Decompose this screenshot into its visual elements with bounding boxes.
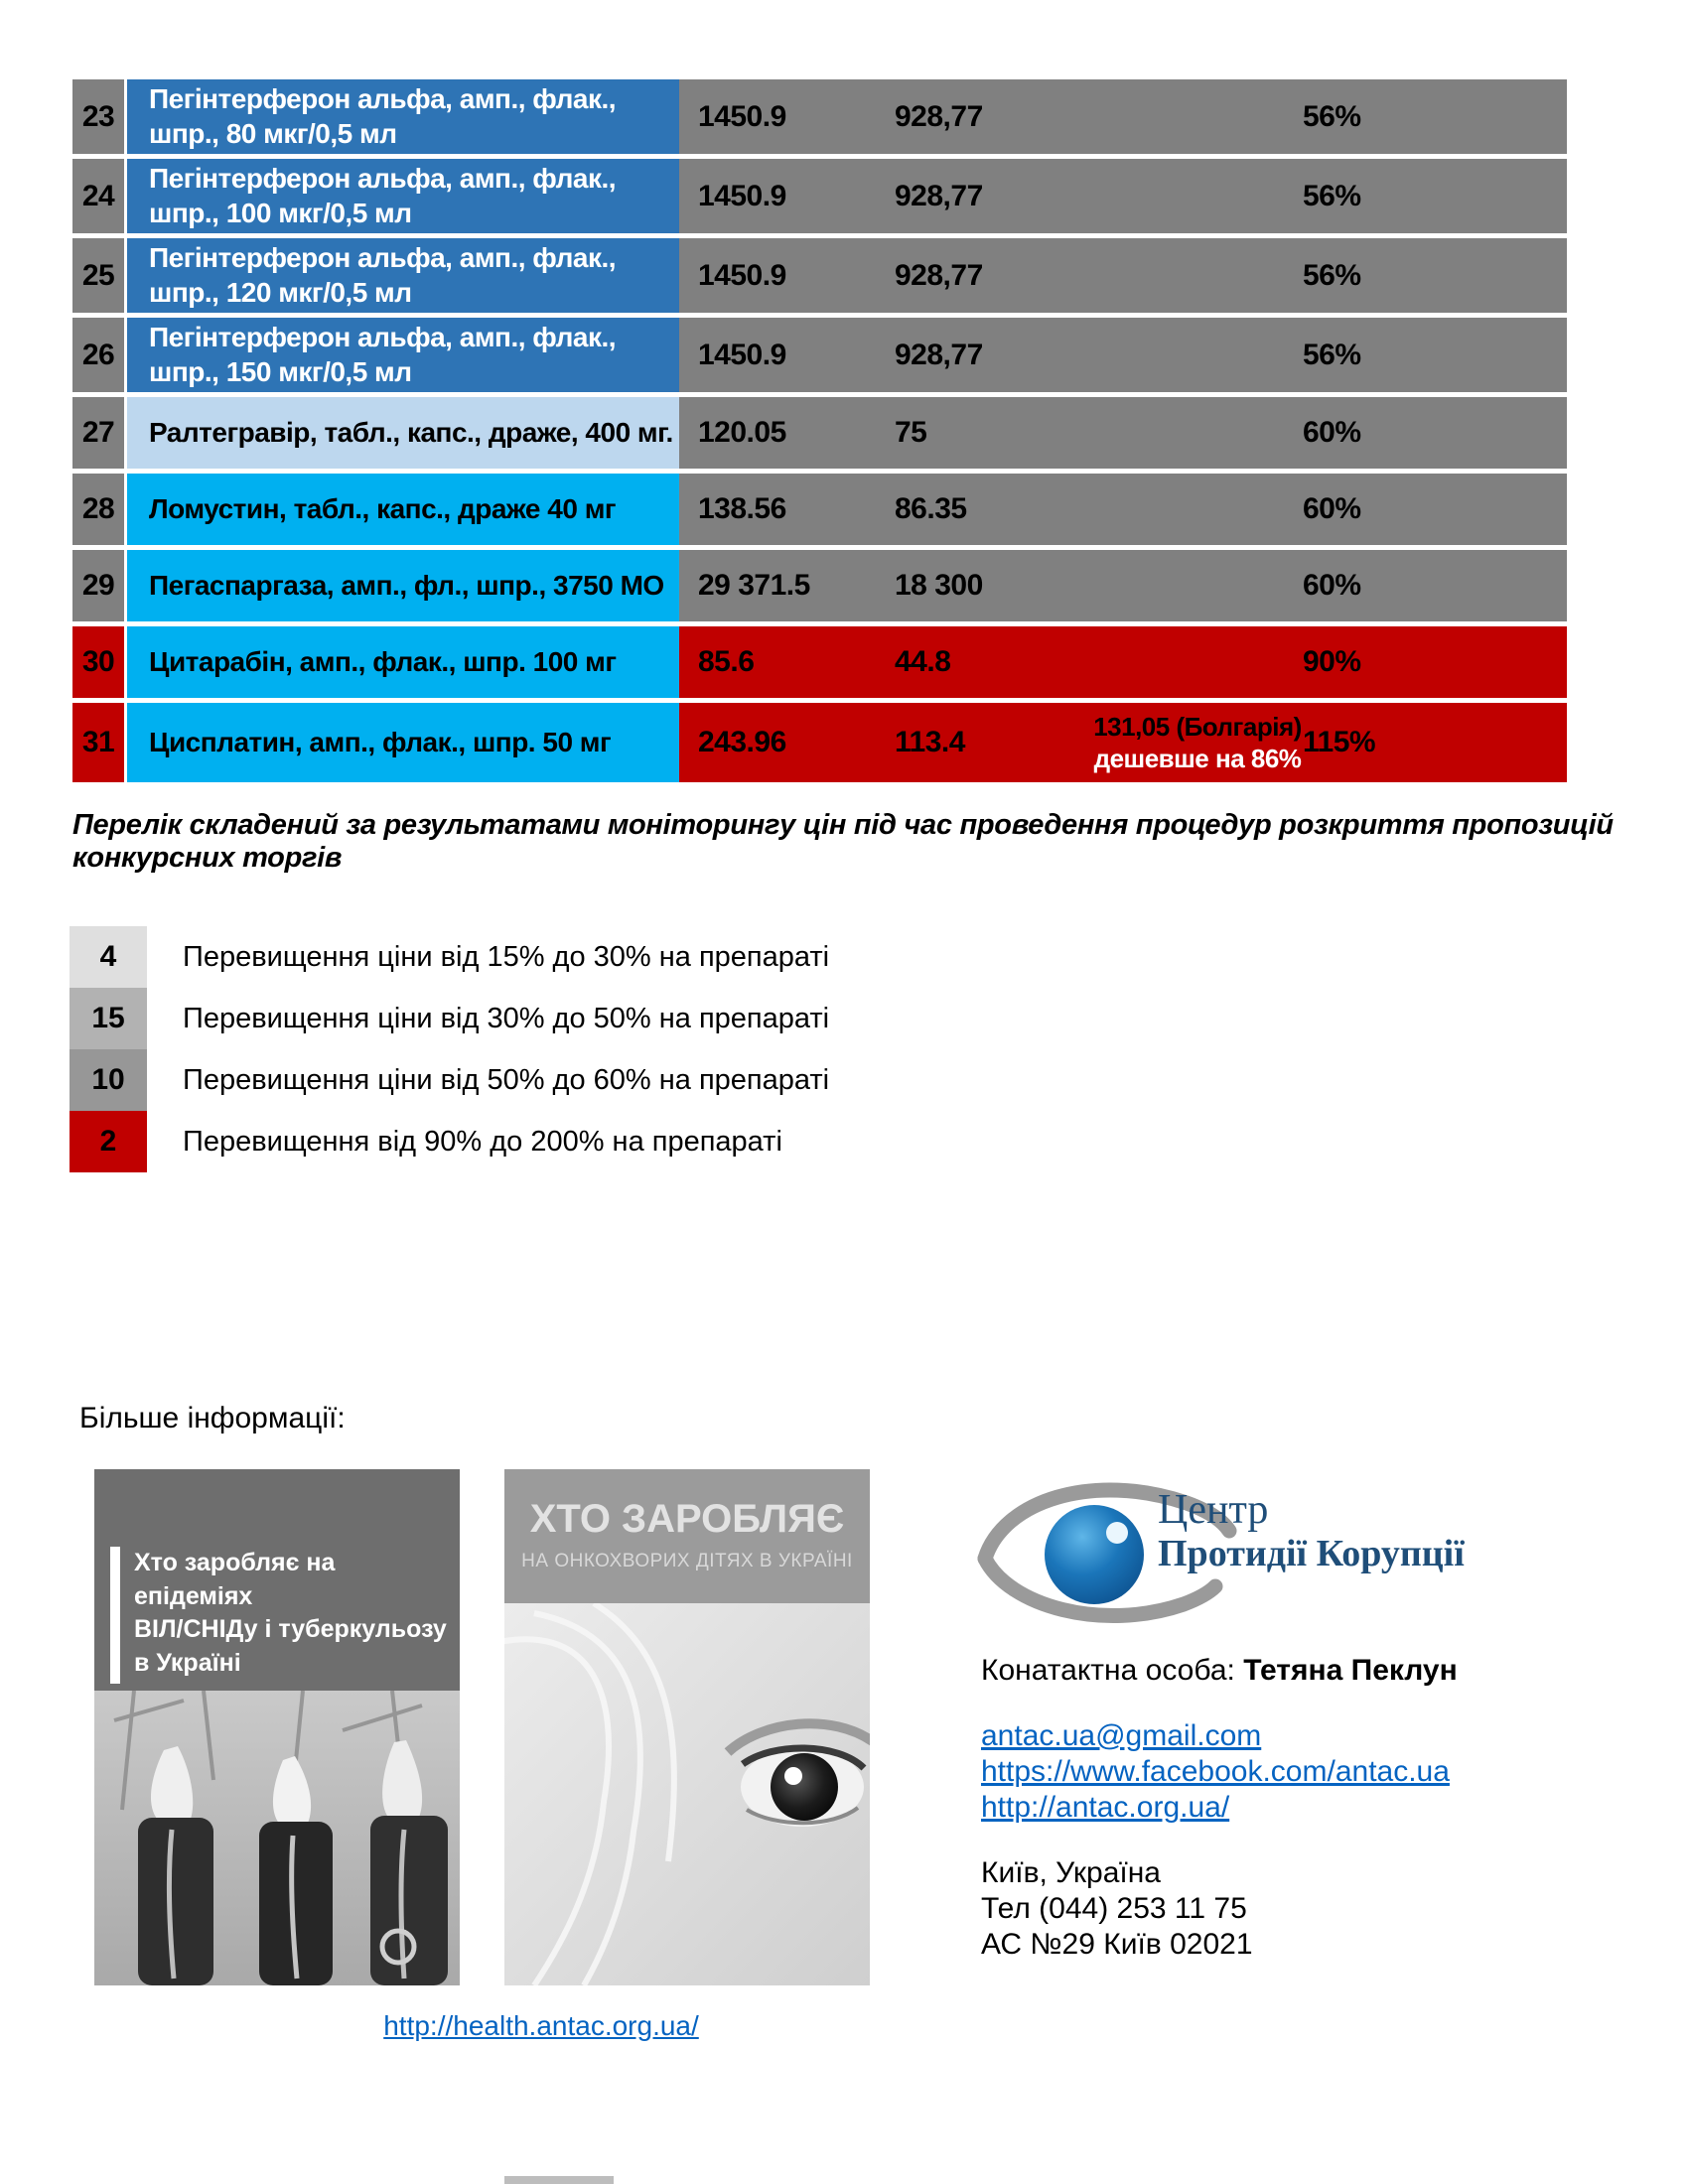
drug-price-table <box>72 79 1567 787</box>
contact-person-line <box>981 1653 1497 1689</box>
price-reference: 928,77 <box>895 99 983 133</box>
drug-name: Пегінтерферон альфа, амп., флак., шпр., 120 мкг/0,5 мл <box>127 238 679 313</box>
row-number: 29 <box>72 550 124 621</box>
cover-photo-hooded-figures <box>94 1691 460 1985</box>
legend-item <box>70 1111 829 1172</box>
facebook-link[interactable]: https://www.facebook.com/antac.ua <box>981 1755 1450 1788</box>
price-declared: 1450.9 <box>698 338 786 371</box>
website-link[interactable]: http://antac.org.ua/ <box>981 1791 1230 1824</box>
logo-line-1: Центр <box>1158 1487 1269 1533</box>
contact-block <box>981 1653 1497 1963</box>
price-reference: 75 <box>895 416 927 449</box>
row-number: 25 <box>72 238 124 313</box>
row-number: 30 <box>72 626 124 698</box>
report-cover-hiv <box>94 1469 460 1985</box>
drug-name: Пегінтерферон альфа, амп., флак., шпр., 100 мкг/0,5 мл <box>127 159 679 233</box>
price-declared: 1450.9 <box>698 99 786 133</box>
price-declared: 1450.9 <box>698 179 786 212</box>
drug-name: Ломустин, табл., капс., драже 40 мг <box>127 474 679 545</box>
legend-item <box>70 926 829 988</box>
table-row <box>72 550 1567 621</box>
cover-photo-child-face <box>504 1603 870 1985</box>
note-cheaper-by: дешевше на 86% <box>1093 744 1302 773</box>
antac-logo <box>973 1467 1489 1631</box>
contact-person-label: Конатактна особа: <box>981 1654 1244 1687</box>
next-page-fragment <box>504 2176 614 2184</box>
logo-line-2: Протидії Корупції <box>1158 1533 1465 1575</box>
drug-name: Ралтегравір, табл., капс., драже, 400 мг. <box>127 397 679 469</box>
overprice-percent: 56% <box>1303 99 1361 133</box>
overprice-percent: 56% <box>1303 258 1361 292</box>
more-info-label: Більше інформації: <box>79 1402 346 1434</box>
overprice-percent: 56% <box>1303 338 1361 371</box>
price-declared: 85.6 <box>698 645 755 678</box>
contact-phone: Тел (044) 253 11 75 <box>981 1892 1247 1925</box>
drug-name: Пегінтерферон альфа, амп., флак., шпр., 150 мкг/0,5 мл <box>127 318 679 392</box>
price-declared: 120.05 <box>698 416 786 449</box>
drug-name: Пегаспаргаза, амп., фл., шпр., 3750 МО <box>127 550 679 621</box>
cover-accent-bar <box>110 1547 120 1684</box>
cover-title: ХТО ЗАРОБЛЯЄ <box>529 1497 845 1541</box>
table-row <box>72 79 1567 154</box>
drug-name: Пегінтерферон альфа, амп., флак., шпр., 80 мкг/0,5 мл <box>127 79 679 154</box>
table-row <box>72 238 1567 313</box>
report-cover-oncology <box>504 1469 870 1985</box>
table-caption: Перелік складений за результатами моніторингу цін під час проведення процедур розкриття пропозицій конкурсних торгів <box>72 809 1614 874</box>
legend-label: Перевищення від 90% до 200% на препараті <box>183 1125 782 1158</box>
row-number: 26 <box>72 318 124 392</box>
logo-text <box>1158 1487 1465 1576</box>
row-number: 27 <box>72 397 124 469</box>
price-declared: 1450.9 <box>698 258 786 292</box>
row-number: 28 <box>72 474 124 545</box>
spacer <box>981 1689 1497 1718</box>
contact-city: Київ, Україна <box>981 1856 1161 1889</box>
cover-subtitle: НА ОНКОХВОРИХ ДІТЯХ В УКРАЇНІ <box>521 1551 853 1571</box>
overprice-percent: 115% <box>1303 726 1376 758</box>
price-declared: 243.96 <box>698 726 786 758</box>
price-reference: 86.35 <box>895 492 967 525</box>
price-declared: 29 371.5 <box>698 569 810 602</box>
price-reference: 113.4 <box>895 726 965 758</box>
drug-name: Цисплатин, амп., флак., шпр. 50 мг <box>127 703 679 782</box>
price-reference: 928,77 <box>895 258 983 292</box>
legend-item <box>70 988 829 1049</box>
price-reference: 928,77 <box>895 338 983 371</box>
legend-label: Перевищення ціни від 50% до 60% на препараті <box>183 1063 830 1096</box>
contact-postbox: АС №29 Київ 02021 <box>981 1928 1253 1961</box>
overprice-percent: 56% <box>1303 179 1361 212</box>
note-country-price: 131,05 (Болгарія) <box>1093 711 1302 742</box>
legend-label: Перевищення ціни від 15% до 30% на препараті <box>183 940 830 973</box>
overprice-percent: 60% <box>1303 416 1361 449</box>
table-row <box>72 474 1567 545</box>
color-legend <box>70 926 829 1172</box>
overprice-percent: 60% <box>1303 492 1361 525</box>
health-portal-link[interactable]: http://health.antac.org.ua/ <box>383 2010 699 2041</box>
health-portal-link-wrap <box>348 2010 735 2042</box>
overprice-percent: 90% <box>1303 645 1361 678</box>
drug-name: Цитарабін, амп., флак., шпр. 100 мг <box>127 626 679 698</box>
table-row <box>72 397 1567 469</box>
row-number: 31 <box>72 703 124 782</box>
price-reference: 928,77 <box>895 179 983 212</box>
table-row <box>72 159 1567 233</box>
table-row <box>72 626 1567 698</box>
cover-title: Хто заробляє на епідеміях ВІЛ/СНІДу і туберкульозу в Україні <box>134 1549 447 1677</box>
row-number: 24 <box>72 159 124 233</box>
price-reference: 44.8 <box>895 645 951 678</box>
legend-count-box: 15 <box>70 988 147 1049</box>
legend-item <box>70 1049 829 1111</box>
legend-count-box: 10 <box>70 1049 147 1111</box>
legend-count-box: 2 <box>70 1111 147 1172</box>
email-link[interactable]: antac.ua@gmail.com <box>981 1719 1262 1752</box>
table-row <box>72 703 1567 782</box>
spacer <box>981 1826 1497 1855</box>
table-row <box>72 318 1567 392</box>
overprice-percent: 60% <box>1303 569 1361 602</box>
legend-count-box: 4 <box>70 926 147 988</box>
contact-person-name: Тетяна Пеклун <box>1243 1654 1458 1687</box>
legend-label: Перевищення ціни від 30% до 50% на препараті <box>183 1002 830 1034</box>
row-number: 23 <box>72 79 124 154</box>
price-reference: 18 300 <box>895 569 983 602</box>
price-declared: 138.56 <box>698 492 786 525</box>
price-note <box>1093 711 1302 775</box>
